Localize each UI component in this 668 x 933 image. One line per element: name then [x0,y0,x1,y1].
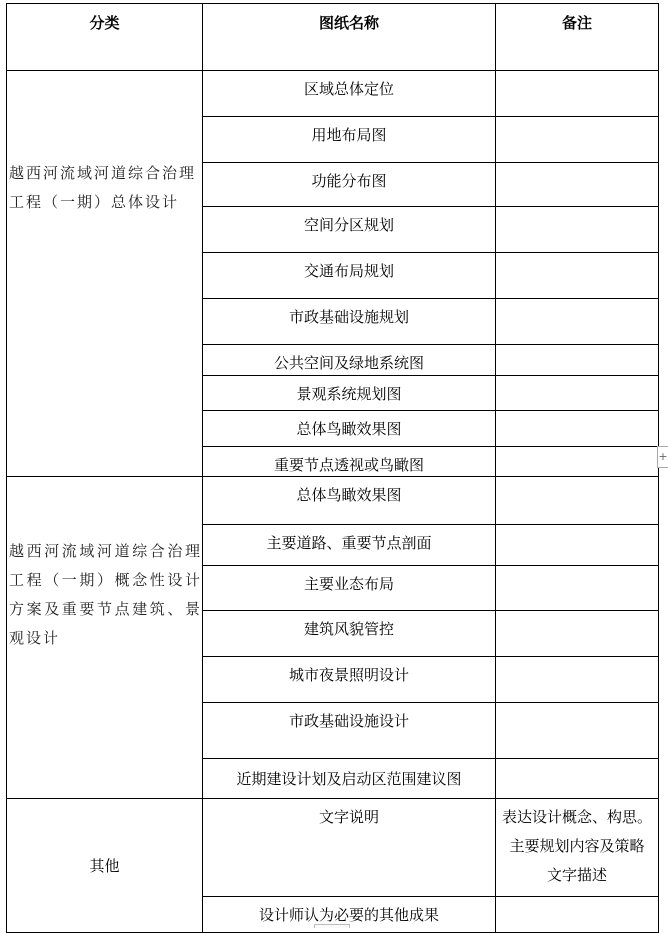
category-cell-other: 其他 [7,799,203,933]
note-cell [496,207,659,253]
note-line: 主要规划内容及策略 [509,837,645,855]
drawing-list-table [6,3,659,933]
drawing-name-cell: 主要业态布局 [203,566,496,611]
drawing-name-cell: 建筑风貌管控 [203,611,496,657]
drawing-name-cell: 主要道路、重要节点剖面 [203,525,496,566]
table-row [7,799,659,897]
drawing-name-cell: 总体鸟瞰效果图 [203,477,496,525]
header-drawing-name: 图纸名称 [203,4,496,71]
note-cell [496,799,659,897]
category-cell-overall-design: 越西河流域河道综合治理工程（一期）总体设计 [7,71,203,477]
note-cell [496,163,659,207]
drawing-name-cell: 市政基础设施规划 [203,299,496,345]
drawing-name-cell: 区域总体定位 [203,71,496,117]
note-cell [496,703,659,759]
note-cell [496,525,659,566]
header-category: 分类 [7,4,203,71]
drawing-name-cell: 市政基础设施设计 [203,703,496,759]
note-cell [496,117,659,163]
drawing-name-cell: 近期建设计划及启动区范围建议图 [203,759,496,799]
drawing-name-cell: 重要节点透视或鸟瞰图 [203,447,496,477]
note-cell [496,253,659,299]
note-cell [496,657,659,703]
drawing-name-cell: 空间分区规划 [203,207,496,253]
note-cell [496,376,659,411]
drawing-name-cell: 用地布局图 [203,117,496,163]
scrollbar-thumb[interactable] [314,924,350,928]
note-cell [496,345,659,376]
note-cell [496,477,659,525]
drawing-name-cell: 公共空间及绿地系统图 [203,345,496,376]
drawing-name-cell: 景观系统规划图 [203,376,496,411]
plus-icon[interactable]: + [657,446,668,468]
drawing-name-cell: 交通布局规划 [203,253,496,299]
drawing-name-cell: 设计师认为必要的其他成果 [203,897,496,933]
note-cell [496,611,659,657]
note-cell [496,299,659,345]
note-cell [496,566,659,611]
note-cell [496,411,659,447]
table-row [7,71,659,117]
drawing-name-cell: 功能分布图 [203,163,496,207]
note-line: 表达设计概念、构思。 [501,808,652,826]
note-cell [496,897,659,933]
note-cell [496,447,659,477]
drawing-name-cell: 文字说明 [203,799,496,897]
category-cell-concept-design: 越西河流域河道综合治理工程（一期）概念性设计方案及重要节点建筑、景观设计 [7,477,203,799]
note-cell [496,71,659,117]
table-row [7,477,659,525]
header-row [7,4,659,71]
note-cell [496,759,659,799]
header-note: 备注 [496,4,659,71]
drawing-name-cell: 总体鸟瞰效果图 [203,411,496,447]
drawing-name-cell: 城市夜景照明设计 [203,657,496,703]
note-line: 文字描述 [546,866,607,884]
